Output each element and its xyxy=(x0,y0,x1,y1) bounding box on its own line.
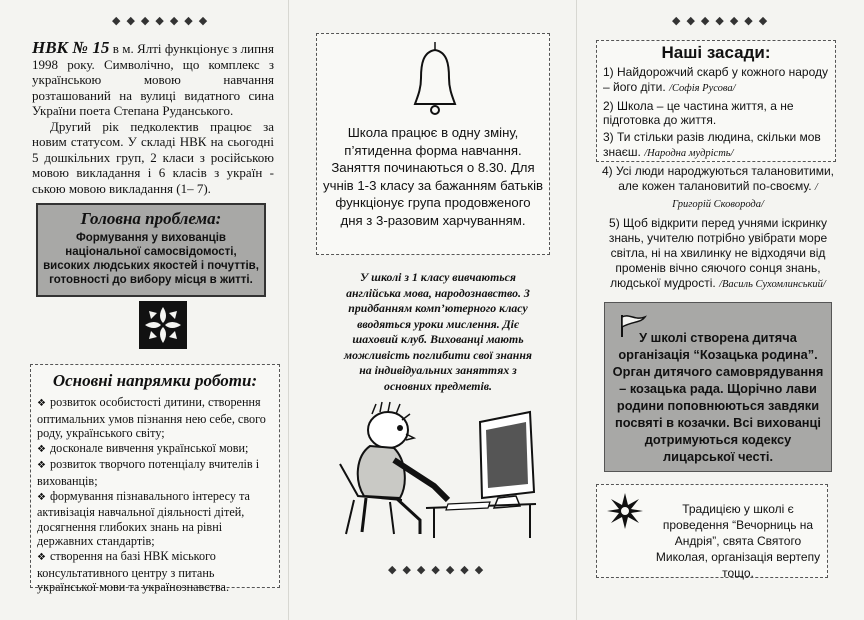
org-name: НВК № 15 xyxy=(32,38,110,57)
main-problem-text: Формування у вихованців національної самосвідомості, високих людських якостей і почуттів, готовності до вибору місця в житті. xyxy=(43,232,259,286)
list-item: ❖ розвиток особистості дитини, створення оптимальних умов пізнання нею себе, свого роду, українського світу; xyxy=(37,395,266,441)
principle-2: 2) Школа – це частина життя, а не підготовка до життя. xyxy=(603,98,794,128)
schedule-box xyxy=(316,33,550,255)
traditions-box xyxy=(596,484,828,578)
principle-1-author: /Софія Русова/ xyxy=(669,82,736,94)
list-item: ❖ формування пізнавального інтересу та активізація навчальної діяльності дітей, досягнення глибоких знань на рівні державних стандартів; xyxy=(37,488,250,549)
diamond-ornament-bottom: ◆◆◆◆◆◆◆ xyxy=(388,563,490,576)
panel-right xyxy=(576,0,864,620)
diamond-ornament-top-right: ◆◆◆◆◆◆◆ xyxy=(672,14,774,27)
star-ornament-icon xyxy=(605,491,645,536)
traditions-text: Традицією у школі є проведення “Вечорниць на Андрія”, свята Святого Миколая, організація вертепу тощо. xyxy=(655,502,821,580)
principle-1: 1) Найдорожчий скарб у кожного народу – його діти. /Софія Русова/ xyxy=(603,65,828,94)
bullet-icon: ❖ xyxy=(37,551,46,563)
work-directions-list xyxy=(31,395,279,595)
intro-paragraph-2: Другий рік педколектив працює за новим статусом. У складі НВК на сьогодні 5 дошкільних груп, 2 класи з російською мовою викладання і 6 класів з україн - ською мовою викладання (1– 7). xyxy=(32,118,274,196)
bullet-icon: ❖ xyxy=(37,443,46,455)
diamond-ornament-top: ◆◆◆◆◆◆◆ xyxy=(112,14,214,27)
bullet-icon: ❖ xyxy=(37,491,46,503)
curriculum-text: У школі з 1 класу вивчаються англійська мова, народознавство. З придбанням комп’ютерного класу вводяться уроки мислення. Діє шаховий клуб. Вихованці мають можливість поглибити свої знання на індивідуальних заняттях з основних предметів. xyxy=(344,270,532,393)
principles-continued xyxy=(600,164,836,292)
list-item: ❖ досконале вивчення української мови; xyxy=(37,440,249,455)
principle-4: 4) Усі люди народжуються талановитими, але кожен талановитий по-своєму. /Григорій Сковорода/ xyxy=(601,164,835,210)
principles-box xyxy=(596,40,836,162)
principle-3: 3) Ти стільки разів людина, скільки мов знаєш. /Народна мудрість/ xyxy=(603,130,821,159)
bullet-icon: ❖ xyxy=(37,460,46,472)
main-problem-heading: Головна проблема: xyxy=(80,209,222,228)
panel-left xyxy=(0,0,288,620)
intro-paragraph-1: в м. Ялті функціонує з липня 1998 року. Символічно, що комплекс з українською мовою навчання розташований на вулиці видатного сина України поета Степана Руданського. xyxy=(32,41,274,118)
principle-3-author: /Народна мудрість/ xyxy=(644,147,734,159)
work-directions-box xyxy=(30,364,280,595)
bell-icon xyxy=(413,42,457,123)
work-directions-heading: Основні напрямки роботи: xyxy=(52,371,258,390)
child-at-computer-illustration xyxy=(330,400,540,545)
principle-5-author: /Василь Сухомлинський/ xyxy=(719,278,826,290)
list-item: ❖ створення на базі НВК міського консультативного центру з питань української мови та українознавства. xyxy=(37,548,230,595)
folk-ornament-icon xyxy=(139,301,187,349)
intro-text xyxy=(32,40,274,196)
main-problem-box xyxy=(36,203,266,297)
principles-heading: Наші засади: xyxy=(661,43,771,62)
schedule-text: Школа працює в одну зміну, п’ятиденна форма навчання. Заняття починаються о 8.30. Для учнів 1-3 класу за бажанням батьків функціонує група продовженого дня з 3-разовим харчуванням. xyxy=(323,125,544,228)
cossack-organization-box xyxy=(604,302,832,472)
list-item: ❖ розвиток творчого потенціалу вчителів і вихованців; xyxy=(37,457,260,488)
cossack-organization-text: У школі створена дитяча організація “Козацька родина”. Орган дитячого самоврядування – козацька рада. Щорічно лави родини поповнюються завдяки посвяті в козачки. Всі вихованці дотримуються кодексу лицарської честі. xyxy=(612,330,824,464)
principle-5: 5) Щоб відкрити перед учнями іскринку знань, учителю потрібно увібрати море світла, ні на хвилинку не відходячи від променів вічно сяючого сонця знань, людської мудрості. /Василь Сухомлинський/ xyxy=(608,216,828,290)
principle-4-author: /Григорій Сковорода/ xyxy=(672,181,818,210)
panel-middle xyxy=(288,0,576,620)
bullet-icon: ❖ xyxy=(37,398,46,409)
